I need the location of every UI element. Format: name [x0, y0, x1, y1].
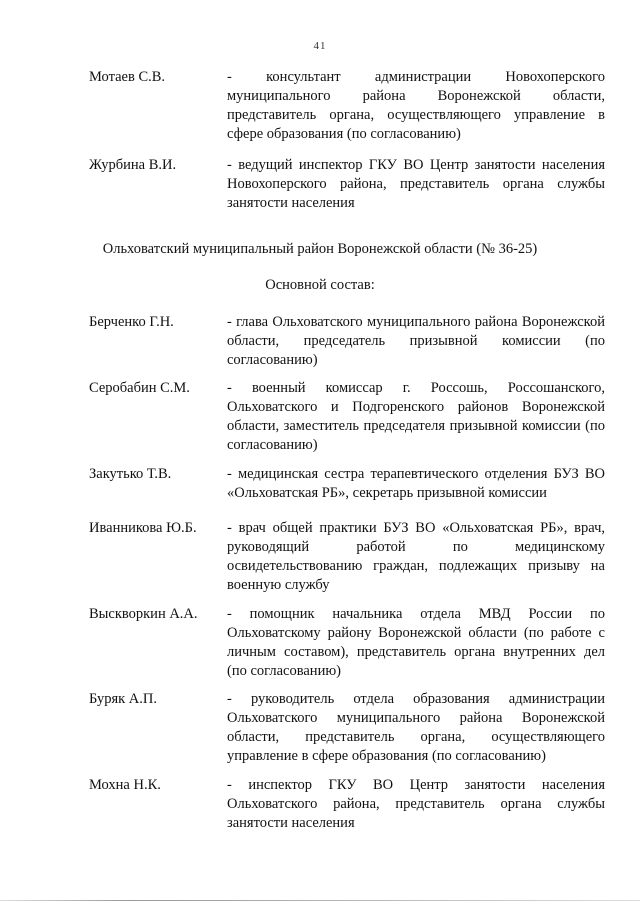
member-description: - руководитель отдела образования администрации Ольховатского муниципального района Воронежской области, представитель органа, осуществляющего управление в сфере образования (по согласованию)	[227, 691, 605, 764]
member-name: Берченко Г.Н.	[89, 314, 174, 330]
member-name: Закутько Т.В.	[89, 466, 172, 482]
member-description: - консультант администрации Новохоперского муниципального района Воронежской области, представитель органа, осуществляющего управление в сфере образования (по согласованию)	[227, 69, 605, 142]
member-description: - инспектор ГКУ ВО Центр занятости населения Ольховатского района, представитель органа службы занятости населения	[227, 777, 605, 831]
page-number: 41	[313, 40, 327, 52]
member-description: - медицинская сестра терапевтического отделения БУЗ ВО «Ольховатская РБ», секретарь призывной комиссии	[227, 466, 605, 501]
district-heading: Ольховатский муниципальный район Воронежской области (№ 36-25)	[102, 241, 538, 257]
member-name: Выскворкин А.А.	[89, 606, 198, 622]
member-name: Иванникова Ю.Б.	[89, 520, 197, 536]
member-description: - военный комиссар г. Россошь, Россошанского, Ольховатского и Подгоренского районов Воронежской области, заместитель председателя призывной комиссии (по согласованию)	[227, 380, 605, 453]
member-description: - ведущий инспектор ГКУ ВО Центр занятости населения Новохоперского района, представитель органа службы занятости населения	[227, 157, 605, 211]
member-name: Журбина В.И.	[89, 157, 177, 173]
member-name: Серобабин С.М.	[89, 380, 190, 396]
member-name: Буряк А.П.	[89, 691, 157, 707]
member-description: - врач общей практики БУЗ ВО «Ольховатская РБ», врач, руководящий работой по медицинскому освидетельствованию граждан, подлежащих призыву на военную службу	[227, 520, 605, 593]
member-name: Мохна Н.К.	[89, 777, 161, 793]
member-description: - помощник начальника отдела МВД России по Ольховатскому району Воронежской области (по работе с личным составом), представитель органа внутренних дел (по согласованию)	[227, 606, 605, 679]
member-description: - глава Ольховатского муниципального района Воронежской области, председатель призывной комиссии (по согласованию)	[227, 314, 605, 368]
member-name: Мотаев С.В.	[89, 69, 166, 85]
composition-heading: Основной состав:	[265, 277, 375, 293]
scan-edge-line	[0, 900, 640, 901]
